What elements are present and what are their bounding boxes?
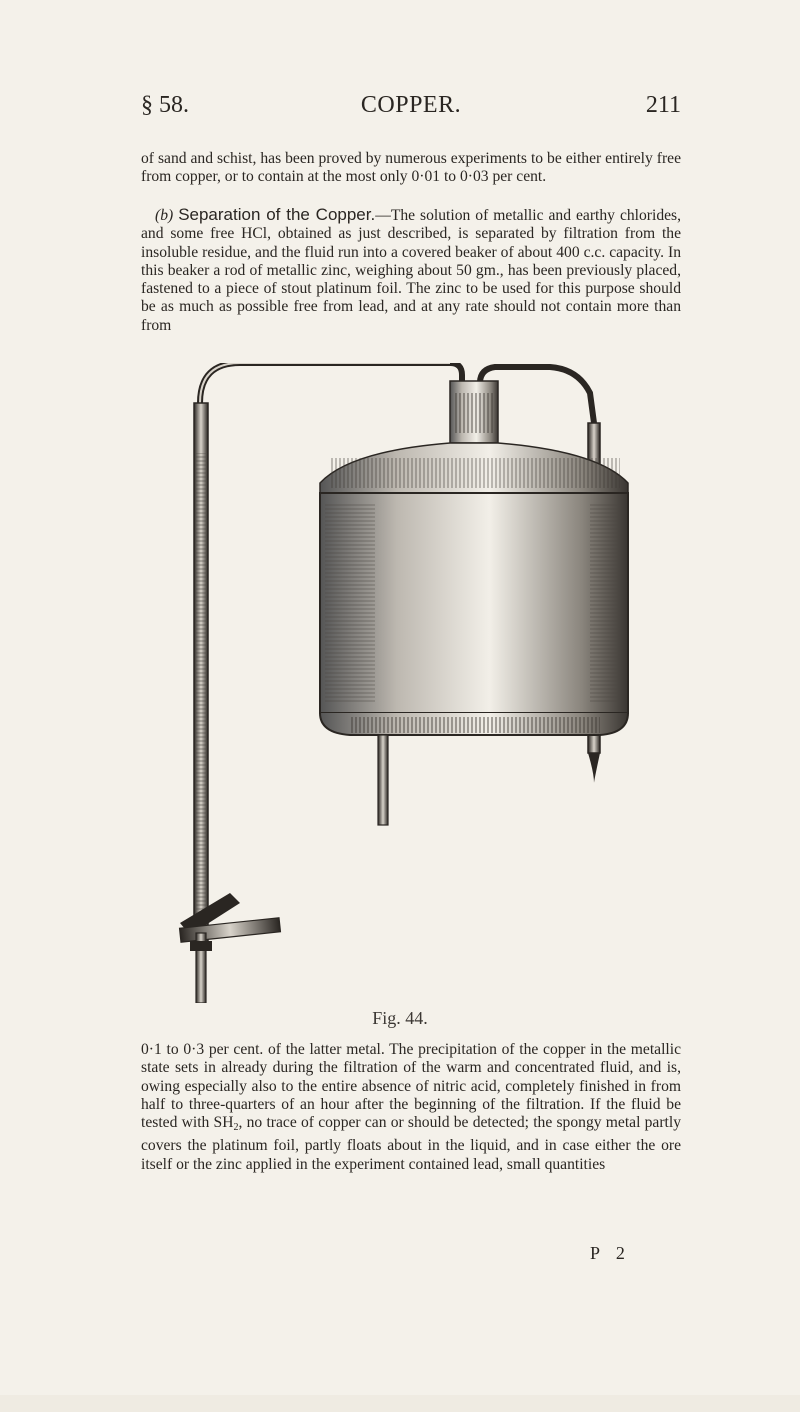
siphon-beaker-illustration: [150, 363, 670, 1003]
paragraph-body: The solution of metallic and earthy chlorides, and some free HCl, obtained as just described, is separated by filtration from the insoluble residue, and the fluid run into a covered beaker of about 400 c.c. capacity. In this beaker a rod of metallic zinc, weighing about 50 gm., has been previously placed, fastened to a piece of stout platinum foil. The zinc to be used for this purpose should be as much as possible free from lead, and at any rate should not contain more than from: [141, 207, 681, 334]
paragraph-precipitation: [141, 1041, 681, 1174]
paragraph-label: (b): [155, 207, 174, 224]
paragraph-separation: [141, 206, 681, 335]
page-number: 211: [645, 92, 681, 118]
figure-caption: Fig. 44.: [372, 1008, 428, 1028]
running-header: [141, 92, 681, 124]
paragraph-body-before: 0·1 to 0·3 per cent. of the latter metal. The precipitation of the copper in the metallic state sets in already during the filtration of the warm and concentrated fluid, and is, owing especially also to the entire absence of nitric acid, completely finished in from half to three-quarters of an hour after the beginning of the filtration. If the fluid be tested with SH: [141, 1041, 681, 1132]
page-bottom-edge: [0, 1395, 800, 1412]
paragraph-intro: of sand and schist, has been proved by numerous experiments to be either entirely free from copper, or to contain at the most only 0·01 to 0·03 per cent.: [141, 150, 681, 186]
signature-mark: P 2: [590, 1243, 631, 1263]
heading-dash: —: [375, 207, 391, 224]
subscript: 2: [233, 1122, 239, 1134]
section-number: § 58.: [141, 92, 189, 118]
section-heading: Separation of the Copper.: [178, 205, 376, 224]
paragraph-body-after: , no trace of copper can or should be detected; the spongy metal partly covers the platinum foil, partly floats about in the liquid, and in case either the ore itself or the zinc applied in the experiment contained lead, small quantities: [141, 1114, 682, 1173]
running-title: COPPER.: [360, 92, 462, 118]
